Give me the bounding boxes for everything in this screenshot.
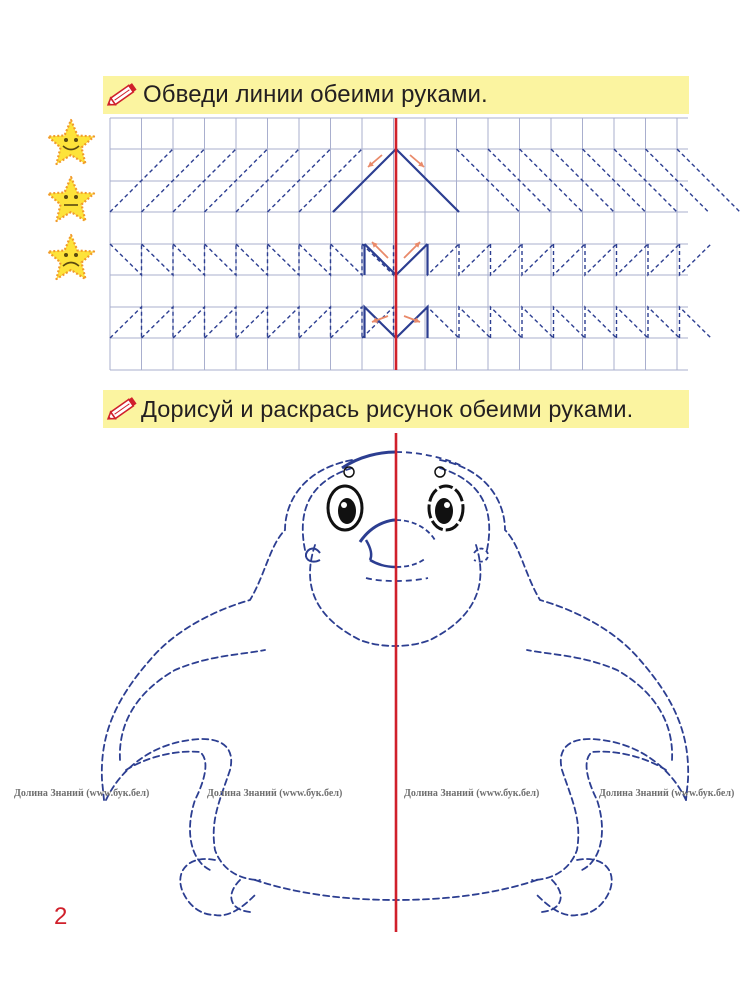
watermark: Долина Знаний (www.бук.бел)	[599, 788, 735, 799]
watermark: Долина Знаний (www.бук.бел)	[14, 788, 150, 799]
page-number: 2	[54, 903, 68, 930]
tracing-grid[interactable]	[0, 0, 743, 380]
grid-lines	[110, 118, 688, 370]
turtle-dashed-outline	[102, 460, 688, 915]
beak-left	[360, 520, 396, 542]
eye-left-icon	[328, 467, 362, 530]
task2-banner	[103, 390, 689, 428]
eye-right-icon	[429, 467, 463, 530]
head-cap-dashed	[396, 452, 462, 466]
watermark: Долина Знаний (www.бук.бел)	[404, 788, 540, 799]
pencil-icon	[105, 394, 139, 424]
trace-row-zigzag-up[interactable]	[110, 244, 711, 275]
cheek-left	[306, 549, 320, 562]
task1-title: Обведи линии обеими руками.	[143, 81, 488, 108]
task2-title: Дорисуй и раскрась рисунок обеими руками.	[141, 396, 634, 422]
trace-row-zigzag-down[interactable]	[110, 307, 711, 338]
head-cap-line	[342, 452, 396, 468]
beak-right	[396, 520, 436, 542]
watermark: Долина Знаний (www.бук.бел)	[207, 788, 343, 799]
cheek-right	[474, 549, 488, 562]
